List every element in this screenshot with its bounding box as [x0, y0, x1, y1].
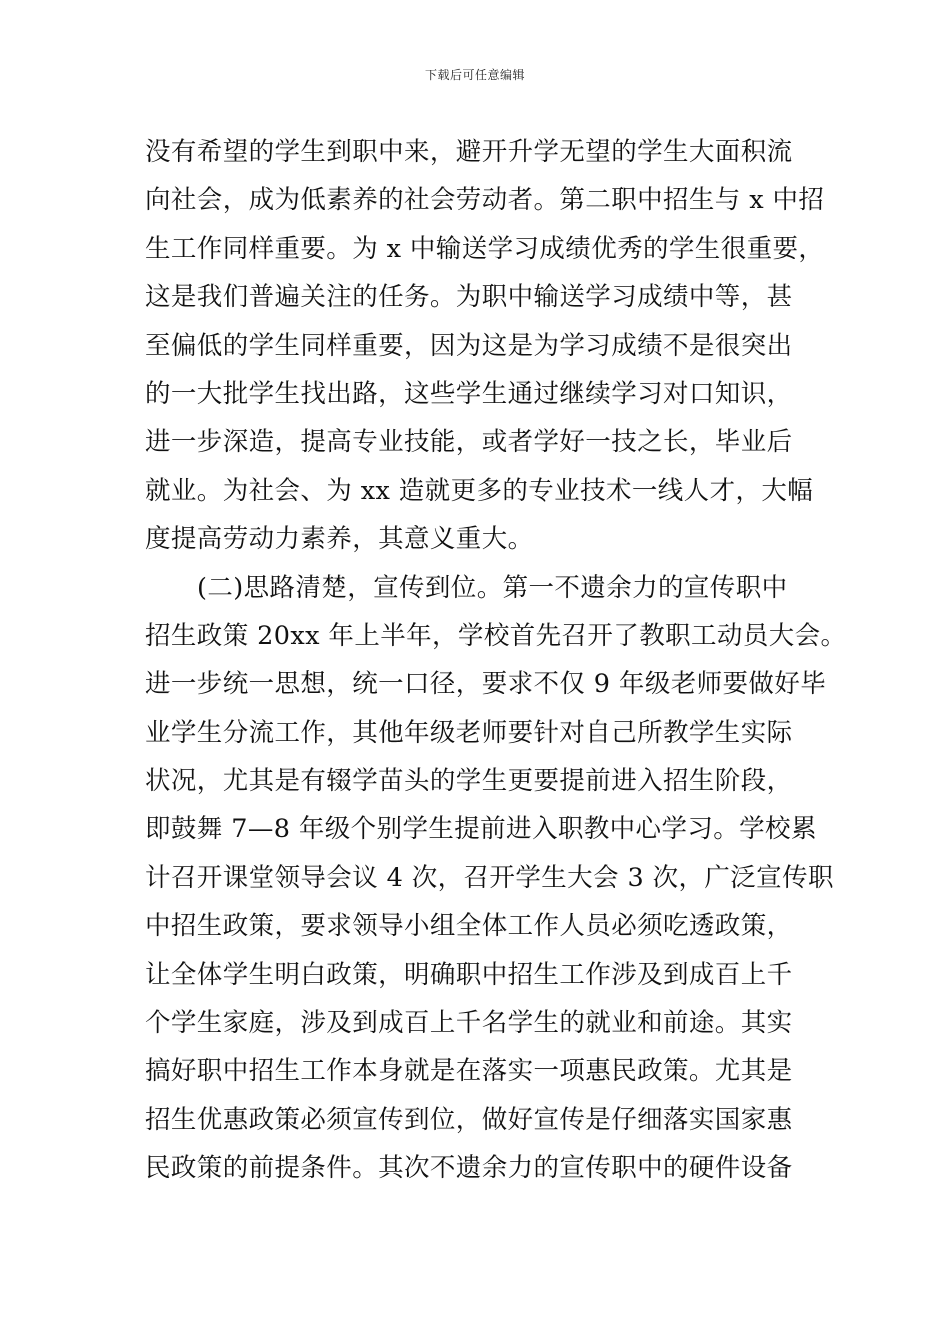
text-line: 就业。为社会、为 xx 造就更多的专业技术一线人才，大幅 — [145, 475, 814, 506]
text-line: 搞好职中招生工作本身就是在落实一项惠民政策。尤其是 — [145, 1056, 793, 1087]
text-line: 招生优惠政策必须宣传到位，做好宣传是仔细落实国家惠 — [145, 1104, 793, 1135]
text-line: 至偏低的学生同样重要，因为这是为学习成绩不是很突出 — [145, 330, 793, 361]
text-line: 这是我们普遍关注的任务。为职中输送学习成绩中等，甚 — [145, 282, 793, 313]
text-line: 度提高劳动力素养，其意义重大。 — [145, 524, 534, 555]
text-line: 计召开课堂领导会议 4 次，召开学生大会 3 次，广泛宣传职 — [145, 862, 834, 893]
text-line: 让全体学生明白政策，明确职中招生工作涉及到成百上千 — [145, 959, 793, 990]
text-line: 中招生政策，要求领导小组全体工作人员必须吃透政策， — [145, 911, 793, 942]
text-line: 即鼓舞 7—8 年级个别学生提前进入职教中心学习。学校累 — [145, 814, 817, 845]
text-line: 状况，尤其是有辍学苗头的学生更要提前进入招生阶段， — [145, 766, 793, 797]
text-line: 招生政策 20xx 年上半年，学校首先召开了教职工动员大会。 — [145, 620, 847, 651]
text-line: 个学生家庭，涉及到成百上千名学生的就业和前途。其实 — [145, 1008, 793, 1039]
page-header: 下载后可任意编辑 — [424, 68, 525, 82]
text-line: 民政策的前提条件。其次不遗余力的宣传职中的硬件设备 — [145, 1153, 793, 1184]
text-line: 向社会，成为低素养的社会劳动者。第二职中招生与 x 中招 — [145, 185, 825, 216]
text-line: 进一步统一思想，统一口径，要求不仅 9 年级老师要做好毕 — [145, 669, 827, 700]
text-line: 进一步深造，提高专业技能，或者学好一技之长，毕业后 — [145, 427, 793, 458]
document-body — [145, 128, 847, 1193]
text-line: 业学生分流工作，其他年级老师要针对自己所教学生实际 — [145, 717, 793, 748]
text-line: 生工作同样重要。为 x 中输送学习成绩优秀的学生很重要， — [145, 233, 825, 264]
paragraph-start-line: (二)思路清楚，宣传到位。第一不遗余力的宣传职中 — [197, 572, 788, 603]
text-line: 的一大批学生找出路，这些学生通过继续学习对口知识， — [145, 378, 793, 409]
text-line: 没有希望的学生到职中来，避开升学无望的学生大面积流 — [145, 137, 793, 167]
